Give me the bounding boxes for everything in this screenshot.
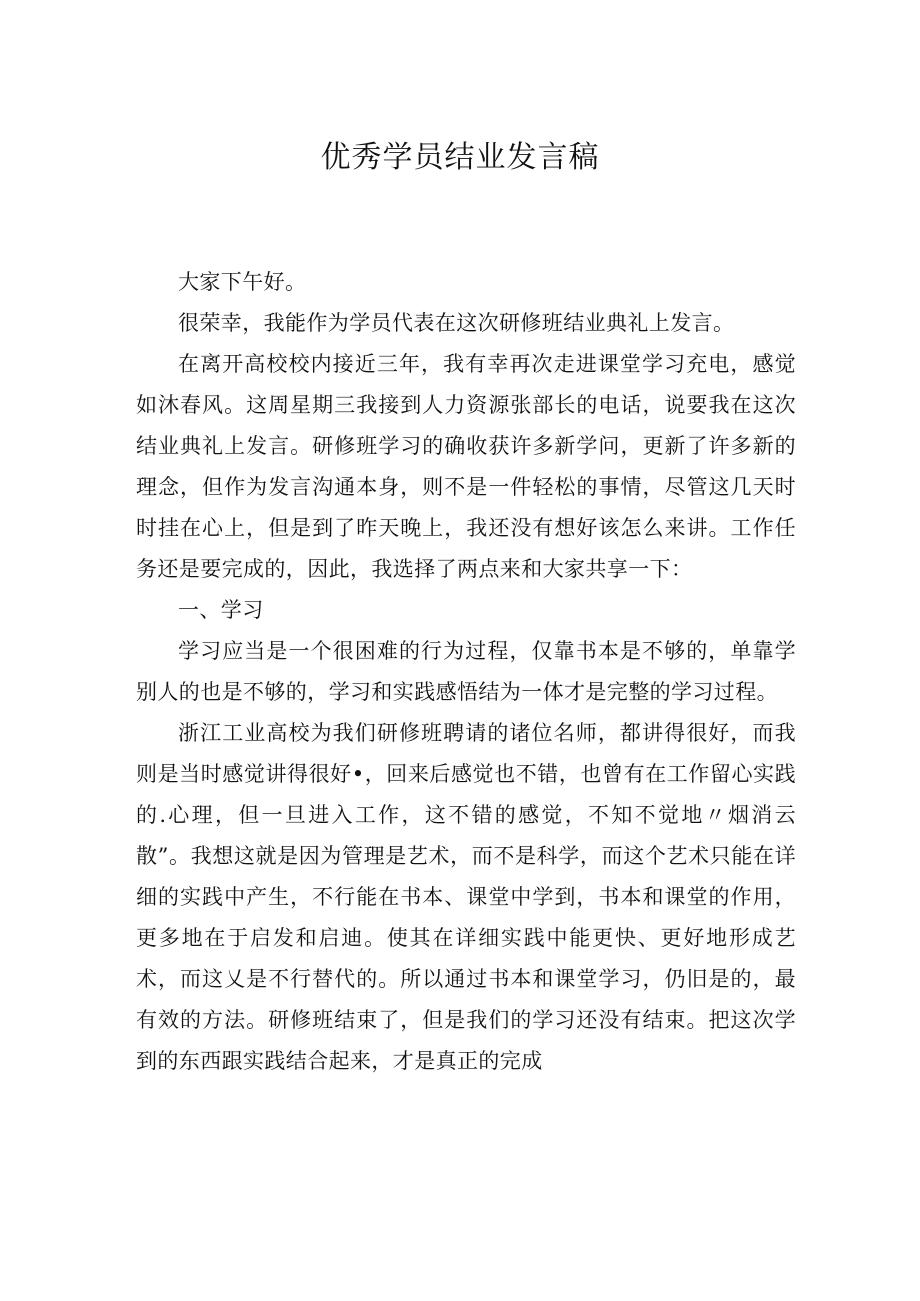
paragraph-university-teachers: 浙江工业高校为我们研修班聘请的诸位名师，都讲得很好，而我则是当时感觉讲得很好•，回来后感觉也不错，也曾有在工作留心实践的.心理，但一旦进入工作，这不错的感觉，不知不觉地〃烟消云散”。我想这就是因为管理是艺术，而不是科学，而这个艺术只能在详细的实践中产生，不行能在书本、课堂中学到，书本和课堂的作用，更多地在于启发和启迪。使其在详细实践中能更快、更好地形成艺术，而这乂是不行替代的。所以通过书本和课堂学习，仍旧是的，最有效的方法。研修班结束了，但是我们的学习还没有结束。把这次学到的东西跟实践结合起来，才是真正的完成 xyxy=(136,721,796,1073)
document-body xyxy=(136,262,796,1082)
paragraph-honor: 很荣幸，我能作为学员代表在这次研修班结业典礼上发言。 xyxy=(178,311,735,335)
paragraph-learning-process: 学习应当是一个很困难的行为过程，仅靠书本是不够的，单靠学别人的也是不够的，学习和实践感悟结为一体才是完整的学习过程。 xyxy=(136,639,796,704)
paragraph-intro: 在离开高校校内接近三年，我有幸再次走进课堂学习充电，感觉如沐春风。这周星期三我接到人力资源张部长的电话，说要我在这次结业典礼上发言。研修班学习的确收获许多新学问，更新了许多新的理念，但作为发言沟通本身，则不是一件轻松的事情，尽管这几天时时挂在心上，但是到了昨天晚上，我还没有想好该怎么来讲。工作任务还是要完成的，因此，我选择了两点来和大家共享一下： xyxy=(136,352,796,581)
paragraph-greeting: 大家下午好。 xyxy=(178,270,307,294)
section-heading-learning: 一、学习 xyxy=(178,598,264,622)
document-title: 优秀学员结业发言稿 xyxy=(320,140,600,175)
